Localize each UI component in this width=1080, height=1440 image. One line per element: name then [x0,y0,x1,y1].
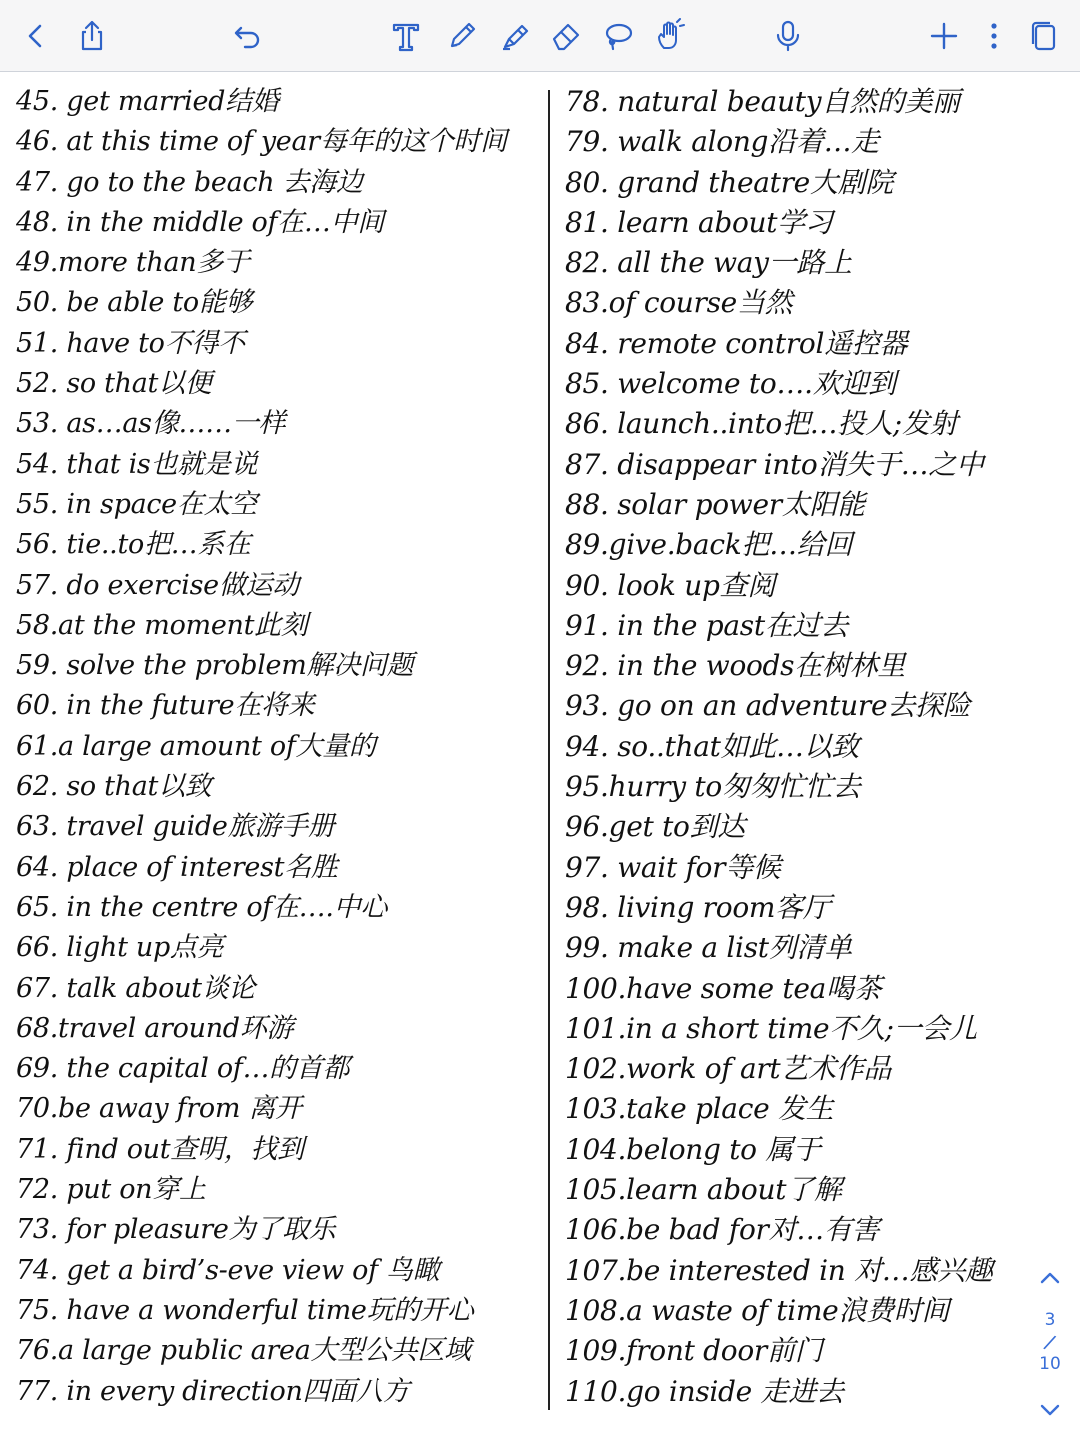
note-line: 104.belong to 属于 [565,1132,821,1166]
note-line: 100.have some tea喝茶 [565,971,882,1005]
note-line: 51. have to不得不 [16,327,245,359]
note-line: 90. look up查阅 [565,568,776,602]
note-line: 108.a waste of time浪费时间 [565,1293,950,1327]
right-column [565,82,1035,1412]
note-line: 78. natural beauty自然的美丽 [565,85,960,118]
chevron-down-icon[interactable] [1036,1396,1064,1424]
note-line: 109.front door前门 [565,1334,823,1368]
note-line: 67. talk about谈论 [16,972,256,1004]
note-line: 47. go to the beach 去海边 [16,166,363,198]
column-divider [548,90,550,1410]
lasso-icon [600,18,636,54]
hand-pointer-icon [652,18,688,54]
note-line: 55. in space在太空 [16,488,257,520]
note-line: 76.a large public area大型公共区域 [16,1335,471,1367]
highlighter-button[interactable] [494,14,538,58]
undo-button[interactable] [226,14,270,58]
note-line: 95.hurry to匆匆忙忙去 [565,770,861,804]
note-line: 50. be able to能够 [16,287,253,319]
lasso-button[interactable] [596,14,640,58]
share-button[interactable] [70,14,114,58]
note-line: 79. walk along沿着…走 [565,125,879,159]
note-line: 96.get to到达 [565,810,745,844]
note-line: 53. as…as像……一样 [16,408,286,440]
page-separator: / [1041,1329,1059,1355]
pen-button[interactable] [440,14,484,58]
note-line: 86. launch..into把…投人;发射 [565,407,958,441]
note-line: 70.be away from 离开 [16,1093,302,1125]
highlighter-icon [498,18,534,54]
note-line: 52. so that以便 [16,368,212,400]
more-button[interactable] [972,14,1016,58]
note-line: 88. solar power太阳能 [565,487,865,521]
back-icon [18,18,54,54]
note-line: 49.more than多于 [16,247,250,279]
chevron-up-icon[interactable] [1036,1264,1064,1292]
back-button[interactable] [14,14,58,58]
note-line: 97. wait for等候 [565,850,781,884]
note-line: 91. in the past在过去 [565,608,848,642]
note-line: 82. all the way一路上 [565,246,852,280]
note-line: 101.in a short time不久;一会儿 [565,1011,977,1045]
note-line: 68.travel around环游 [16,1012,294,1044]
note-line: 106.be bad for对…有害 [565,1213,880,1247]
note-line: 85. welcome to….欢迎到 [565,367,896,401]
note-line: 99. make a list列清单 [565,931,852,965]
pages-icon [1026,18,1062,54]
note-line: 102.work of art艺术作品 [565,1052,892,1086]
total-pages: 10 [1039,1354,1061,1374]
page-indicator [1030,1260,1070,1430]
note-line: 105.learn about了解 [565,1173,842,1207]
toolbar [0,0,1080,72]
note-line: 57. do exercise做运动 [16,569,299,601]
text-tool-button[interactable] [384,14,428,58]
note-line: 84. remote control遥控器 [565,326,908,360]
note-line: 87. disappear into消失于…之中 [565,447,984,481]
note-line: 92. in the woods在树林里 [565,649,906,683]
note-line: 107.be interested in 对…感兴趣 [565,1253,993,1287]
pen-icon [444,18,480,54]
microphone-button[interactable] [766,14,810,58]
pages-button[interactable] [1022,14,1066,58]
current-page: 3 [1044,1310,1056,1330]
share-icon [74,18,110,54]
note-line: 60. in the future在将来 [16,690,315,722]
note-line: 64. place of interest名胜 [16,851,338,883]
note-line: 72. put on穿上 [16,1174,206,1206]
add-icon [926,18,962,54]
undo-icon [230,18,266,54]
note-line: 65. in the centre of在….中心 [16,891,388,923]
note-line: 83.of course当然 [565,286,793,320]
note-line: 56. tie..to把…系在 [16,529,251,561]
note-line: 103.take place 发生 [565,1092,834,1126]
eraser-button[interactable] [544,14,588,58]
note-line: 98. living room客厅 [565,890,831,924]
note-line: 48. in the middle of在…中间 [16,206,384,238]
note-line: 77. in every direction四面八方 [16,1375,410,1407]
note-line: 66. light up点亮 [16,932,224,964]
note-line: 46. at this time of year每年的这个时间 [16,126,507,158]
text-tool-icon [388,18,424,54]
note-page[interactable] [0,72,1080,1440]
note-line: 75. have a wonderful time玩的开心 [16,1294,474,1326]
microphone-icon [770,18,806,54]
note-line: 58.at the moment此刻 [16,609,308,641]
note-line: 69. the capital of…的首都 [16,1053,350,1085]
note-line: 59. solve the problem解决问题 [16,650,414,682]
left-column [16,82,546,1412]
note-line: 74. get a bird’s-eve view of 鸟瞰 [16,1254,440,1286]
note-line: 94. so..that如此…以致 [565,729,860,763]
note-line: 63. travel guide旅游手册 [16,811,335,843]
note-line: 110.go inside 走进去 [565,1374,844,1408]
add-page-button[interactable] [922,14,966,58]
note-line: 73. for pleasure为了取乐 [16,1214,336,1246]
note-line: 62. so that以致 [16,771,212,803]
note-line: 61.a large amount of大量的 [16,730,376,762]
eraser-icon [548,18,584,54]
hand-tool-button[interactable] [648,14,692,58]
note-line: 80. grand theatre大剧院 [565,165,894,199]
more-icon [976,18,1012,54]
note-line: 54. that is也就是说 [16,448,258,480]
note-line: 71. find out查明，找到 [16,1133,304,1165]
note-line: 93. go on an adventure去探险 [565,689,971,723]
note-line: 81. learn about学习 [565,205,833,239]
note-line: 45. get married结婚 [16,86,279,117]
note-line: 89.give.back把…给回 [565,528,853,562]
